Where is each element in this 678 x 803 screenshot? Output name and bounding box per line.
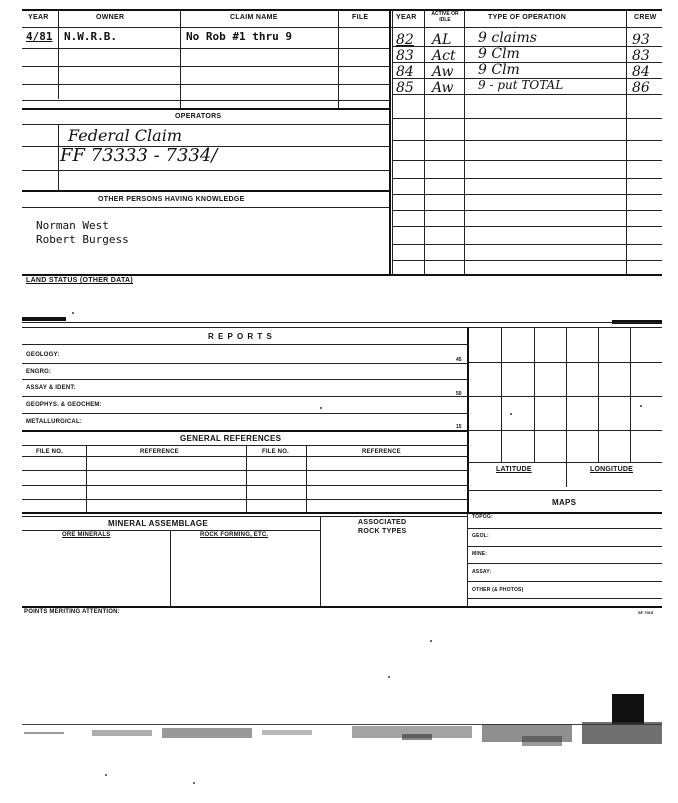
col-type-of-operation: TYPE OF OPERATION xyxy=(488,14,567,21)
other-photos-label: OTHER (& PHOTOS) xyxy=(472,587,524,593)
mineral-assemblage-title: MINERAL ASSEMBLAGE xyxy=(108,519,209,528)
geophys-label: GEOPHYS. & GEOCHEM: xyxy=(26,402,102,408)
rock-forming-header: ROCK FORMING, ETC. xyxy=(200,532,269,538)
general-references-title: GENERAL REFERENCES xyxy=(180,434,282,443)
geol-label: GEOL: xyxy=(472,533,489,539)
col-claim-name: CLAIM NAME xyxy=(230,14,278,21)
file-no-header-2: FILE NO. xyxy=(262,449,289,455)
reference-header-2: REFERENCE xyxy=(362,449,401,455)
land-status-label: LAND STATUS (OTHER DATA) xyxy=(26,277,134,284)
operators-line-2: FF 73333 - 7334/ xyxy=(60,145,218,166)
assay-ident-label: ASSAY & IDENT: xyxy=(26,385,76,391)
form-code: SF 7915 xyxy=(638,610,654,615)
mine-label: MINE: xyxy=(472,551,488,557)
reference-header: REFERENCE xyxy=(140,449,179,455)
claim-name-value: No Rob #1 thru 9 xyxy=(186,30,292,43)
claim-year: 4/81 xyxy=(26,30,53,43)
scan-noise-band xyxy=(22,722,664,752)
geology-label: GEOLOGY: xyxy=(26,352,60,358)
operators-title: OPERATORS xyxy=(175,113,222,120)
margin-number: 50 xyxy=(456,391,462,397)
col-year-2: YEAR xyxy=(396,14,417,21)
associated-label: ASSOCIATED xyxy=(358,519,407,526)
claim-owner: N.W.R.B. xyxy=(64,30,117,43)
col-crew: CREW xyxy=(634,14,657,21)
latitude-label: LATITUDE xyxy=(496,466,532,473)
col-file: FILE xyxy=(352,14,369,21)
maps-title: MAPS xyxy=(552,498,577,507)
operators-line-1: Federal Claim xyxy=(68,126,182,145)
margin-number: 45 xyxy=(456,357,462,363)
points-meriting-attention-label: POINTS MERITING ATTENTION: xyxy=(24,609,120,615)
reports-title: R E P O R T S xyxy=(208,332,273,341)
col-owner: OWNER xyxy=(96,14,125,21)
assay-map-label: ASSAY: xyxy=(472,569,492,575)
metallurgical-label: METALLURGICAL: xyxy=(26,419,83,425)
col-active-idle: ACTIVE OR IDLE xyxy=(431,11,459,23)
col-year: YEAR xyxy=(28,14,49,21)
engrg-label: ENGRG: xyxy=(26,369,52,375)
file-no-header: FILE NO. xyxy=(36,449,63,455)
ore-minerals-header: ORE MINERALS xyxy=(62,532,111,538)
longitude-label: LONGITUDE xyxy=(590,466,634,473)
rock-types-label: ROCK TYPES xyxy=(358,528,407,535)
knowledge-title: OTHER PERSONS HAVING KNOWLEDGE xyxy=(98,196,245,203)
margin-number: 15 xyxy=(456,424,462,430)
topog-label: TOPOG: xyxy=(472,514,493,520)
person-name: Norman West xyxy=(36,219,109,232)
person-name: Robert Burgess xyxy=(36,233,129,246)
